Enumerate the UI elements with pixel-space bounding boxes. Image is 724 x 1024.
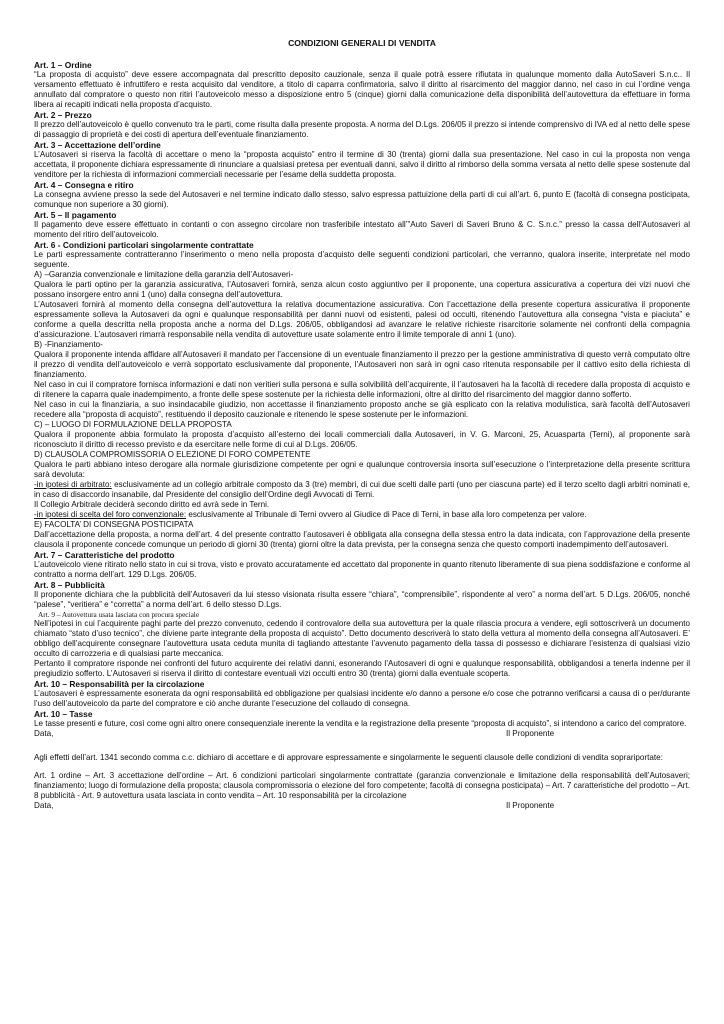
art3-heading: Art. 3 – Accettazione dell’ordine [34,140,161,150]
art7-heading: Art. 7 – Caratteristiche del prodotto [34,550,175,560]
approval-list: Art. 1 ordine – Art. 3 accettazione dell’ordine – Art. 6 condizioni particolari singolarmente contrattate (garanzia convenzionale e limitazione della responsabilità dell’Autosaveri; finanziamento; luogo di formulazione della proposta; clausola compromissoria o elezione del foro competente; facoltà di consegna posticipata) – Art. 7 caratteristiche del prodotto – Art. 8 pubblicità - Art. 9 autovettura usata lasciata in conto vendita – Art. 10 responsabilità per la circolazione [34,771,690,801]
art8-heading: Art. 8 – Pubblicità [34,580,105,590]
art2-text: Il prezzo dell’autoveicolo è quello convenuto tra le parti, come risulta dalla presente proposta. A norma del D.Lgs. 206/05 il prezzo si intende comprensivo di IVA ed al netto delle spese di passaggio di proprietà e dei costi di apertura dell’eventuale finanziamento. [34,120,690,139]
art6-d-p2: Il Collegio Arbitrale deciderà secondo diritto ed avrà sede in Terni. [34,500,270,509]
foro-lead: -in ipotesi di scelta del foro convenzionale: [34,510,187,519]
signature-row-2 [34,801,690,811]
art6-b-title: B) -Finanziamento- [34,340,103,349]
art4-text: La consegna avviene presso la sede del Autosaveri e nel termine indicato dallo stesso, salvo espressa pattuizione della parti di cui all’art. 6, punto E (facoltà di consegna posticipata, comunque non superiore a 30 giorni). [34,190,690,209]
art2-heading: Art. 2 – Prezzo [34,110,92,120]
art6-c-title: C) – LUOGO DI FORMULAZIONE DELLA PROPOSTA [34,420,232,429]
art6-d-foro [34,510,690,520]
art6-d-arbitrato [34,480,690,500]
date-label: Data, [34,729,54,739]
art6-e-title: E) FACOLTA’ DI CONSEGNA POSTICIPATA [34,520,194,529]
art6-intro: Le parti espressamente contratteranno l’inserimento o meno nella proposta d’acquisto delle seguenti condizioni particolari, che verranno, qualora inserite, interpretate nel modo seguente. [34,250,690,269]
art5-heading: Art. 5 – Il pagamento [34,210,117,220]
art1-heading: Art. 1 – Ordine [34,60,92,70]
art10a-text: L’autosaveri è espressamente esonerata da ogni responsabilità ed obbligazione per qualsiasi incidente e/o danno a persone e/o cose che potranno verificarsi a causa di o per/durante l’uso dell’autoveicolo da parte del compratore e ciò anche durante l’esecuzione del collaudo di consegna. [34,689,690,709]
art8-text: Il proponente dichiara che la pubblicità dell’Autosaveri da lui stesso visionata risulta essere “chiara”, “comprensibile”, rispondente al vero” a norma dell’art. 5 D.Lgs. 206/05, nonché “palese”, “veritiera” e “corretta” a norma dell’art. 6 dello stesso D.Lgs. [34,590,690,609]
proponent-label: Il Proponente [506,729,555,739]
art6-heading: Art. 6 - Condizioni particolari singolarmente contrattate [34,240,254,250]
art9-heading: Art. 9 – Autovettura usata lasciata con procura speciale [38,610,200,619]
document-page [34,34,690,811]
art10b-text: Le tasse presenti e future, così come ogni altro onere consequenziale inerente la vendita e la registrazione della presente “proposta di acquisto”, si intendono a carico del compratore. [34,719,687,729]
art6-b-p3: Nel caso in cui la finanziaria, a suo insindacabile giudizio, non accettasse il finanziamento proposto anche se già esplicato con la relativa modulistica, sarà facoltà dell’Autosaveri recedere alla “proposta di acquisto”, restituendo il deposito cauzionale e ritenendo le spese sostenute per le informazioni. [34,400,690,419]
document-title: CONDIZIONI GENERALI DI VENDITA [288,38,436,48]
art3-text: L’Autosaveri si riserva la facoltà di accettare o meno la “proposta acquisto” entro il termine di 30 (trenta) giorni dalla sua presentazione. Nel caso in cui la proposta non venga accettata, il proponente dichiara espressamente di rinunciare a qualsiasi pretesa per eventuali danni, salvo il diritto al rimborso della somma versata al netto delle spese sostenute dal venditore per la richiesta di informazioni commerciali necessarie per l’esame della suddetta proposta. [34,150,690,179]
art1-text: “La proposta di acquisto” deve essere accompagnata dal prescritto deposito cauzionale, senza il quale potrà essere rifiutata in qualunque momento dalla AutoSaveri S.n.c.. Il versamento effettuato è infruttifero e resta acquisito dal venditore, a titolo di caparra confirmatoria, salvo il diritto al risarcimento del maggior danno, nel caso in cui l’ordine venga annullato dal compratore o questo non ritiri l’autoveicolo messo a disposizione entro 5 (cinque) giorni dalla comunicazione della disponibilità dell’autovettura da effettuare in forma libera ai recapiti indicati nella proposta d’acquisto. [34,70,690,109]
art6-d-p1: Qualora le parti abbiano inteso derogare alla normale giurisdizione competente per ogni e qualunque controversia insorta sull’esecuzione o l’interpretazione della presente scrittura sarà devoluta: [34,460,690,479]
arbitrato-text: esclusivamente ad un collegio arbitrale composto da 3 (tre) membri, di cui due scelti dalle parti (uno per ciascuna parte) ed il terzo scelto dagli arbitri nominati e, in caso di disaccordo insanabile, dal Presidente del consiglio dell’Ordine degli Avvocati di Terni. [34,480,690,499]
art6-e-p1: Dall’accettazione della proposta, a norma dell’art. 4 del presente contratto l’autosaveri è obbligata alla consegna della stessa entro la data indicata, con l’approvazione della presente clausola il proponente concede comunque un periodo di giorni 30 (trenta) giorni oltre la data prevista, per la consegna senza che questo comporti inadempimento dell’autosaveri. [34,530,690,549]
foro-text: esclusivamente al Tribunale di Terni ovvero al Giudice di Pace di Terni, in base alla loro competenza per valore. [186,510,587,519]
art6-c-p1: Qualora il proponente abbia formulato la proposta d’acquisto all’esterno dei locali commerciali dalla Autosaveri, in V. G. Marconi, 25, Acuasparta (Terni), al proponente sarà riconosciuto il diritto di recesso previsto e da esercitare nelle forme di cui al D.Lgs. 206/05. [34,430,690,449]
date-label: Data, [34,801,54,811]
art7-text: L’autoveicolo viene ritirato nello stato in cui si trova, visto e provato accuratamente ed accettato dal proponente in quanto ritenuto liberamente di sua piena soddisfazione e conforme al contratto a norma dell’art. 129 D.Lgs. 206/05. [34,560,690,579]
art9-p2: Pertanto il compratore risponde nei confronti del futuro acquirente dei relativi danni, esonerando l’Autosaveri di ogni e qualunque responsabilità, obbligandosi a tenerla indenne per il pregiudizio sofferto. L’Autosaveri si riserva il diritto di contestare eventuali vizi occulti entro 30 (trenta) giorni dalla eventuale scoperta. [34,659,690,679]
proponent-label: Il Proponente [506,801,555,811]
art10b-heading: Art. 10 – Tasse [34,709,93,720]
art6-a-p1: Qualora le parti optino per la garanzia assicurativa, l’Autosaveri fornirà, senza alcun costo aggiuntivo per il proponente, una copertura assicurativa a copertura dei vizi nuovi che possano insorgere entro anni 1 (uno) dalla consegna dell’autovettura. [34,280,690,299]
art6-a-title: A) –Garanzia convenzionale e limitazione della garanzia dell’Autosaveri- [34,270,294,279]
art6-b-p2: Nel caso in cui il compratore fornisca informazioni e dati non veritieri sulla persona e sulla solvibilità dell’acquirente, il l’autosaveri ha la facoltà di recedere dalla proposta di acquisto e di ritenere la caparra quale inadempimento, a fronte delle spese sostenute per la richiesta delle informazioni, oltre al diritto del risarcimento del maggior danno sofferto. [34,380,690,399]
art10a-heading: Art. 10 – Responsabilità per la circolazione [34,679,205,690]
art6-b-p1: Qualora il proponente intenda affidare all’Autosaveri il mandato per l’accensione di un eventuale finanziamento il prezzo per la gestione amministrativa di questo verrà computato oltre il prezzo di vendita dell’autoveicolo e verrà sopportato esclusivamente dal proponente, l’Autosaveri non sarà in ogni caso ritenuta responsabile per il cattivo esito della richiesta di finanziamento. [34,350,690,379]
art6-a-p2: L’Autosaveri fornirà al momento della consegna dell’autovettura la relativa documentazione assicurativa. Con l’accettazione della presente copertura assicurativa il proponente espressamente solleva la Autosaveri da ogni e qualunque responsabilità per danni nuovi od esistenti, palesi od occulti, ritenendo l’autovettura alla consegna “vista e piaciuta” e conforme a quella descritta nella proposta anche a norma del D.Lgs. 206/05, obbligandosi ad avanzare le relative richieste risarcitorie solamente nei confronti della compagnia d’assicurazione. L’autosaveri rimarrà responsabile nella vendita di autovetture usate solamente entro il limite temporale di anni 1 (uno). [34,300,690,339]
art6-d-title: D) CLAUSOLA COMPROMISSORIA O ELEZIONE DI FORO COMPETENTE [34,450,311,459]
art9-p1: Nell’ipotesi in cui l’acquirente paghi parte del prezzo convenuto, cedendo il controvalore della sua autovettura per la quale rilascia procura a vendere, egli sottoscriverà un documento chiamato “stato d’uso tecnico”, che diviene parte integrante della proposta di acquisto”. Detto documento descriverà lo stato della vettura al momento della consegna all’Autosaveri. E’ obbligo dell’acquirente consegnare l’autovettura usata ceduta munita di tagliando attestante l’avvenuto pagamento della tassa di possesso e dichiarare l’esistenza di qualsiasi vizio occulto di carrozzeria e di qualsiasi parte meccanica. [34,619,690,659]
art5-text: Il pagamento deve essere effettuato in contanti o con assegno circolare non trasferibile intestato all’”Auto Saveri di Saveri Bruno & C. S.n.c.” presso la cassa dell’Autosaveri al momento del ritiro dell’autoveicolo. [34,220,690,239]
art4-heading: Art. 4 – Consegna e ritiro [34,180,134,190]
arbitrato-lead: -in ipotesi di arbitrato: [34,480,112,489]
approval-intro: Agli effetti dell’art. 1341 secondo comma c.c. dichiaro di accettare e di approvare espressamente e singolarmente le seguenti clausole delle condizioni di vendita soprariportate: [34,753,663,763]
signature-row-1 [34,729,690,739]
